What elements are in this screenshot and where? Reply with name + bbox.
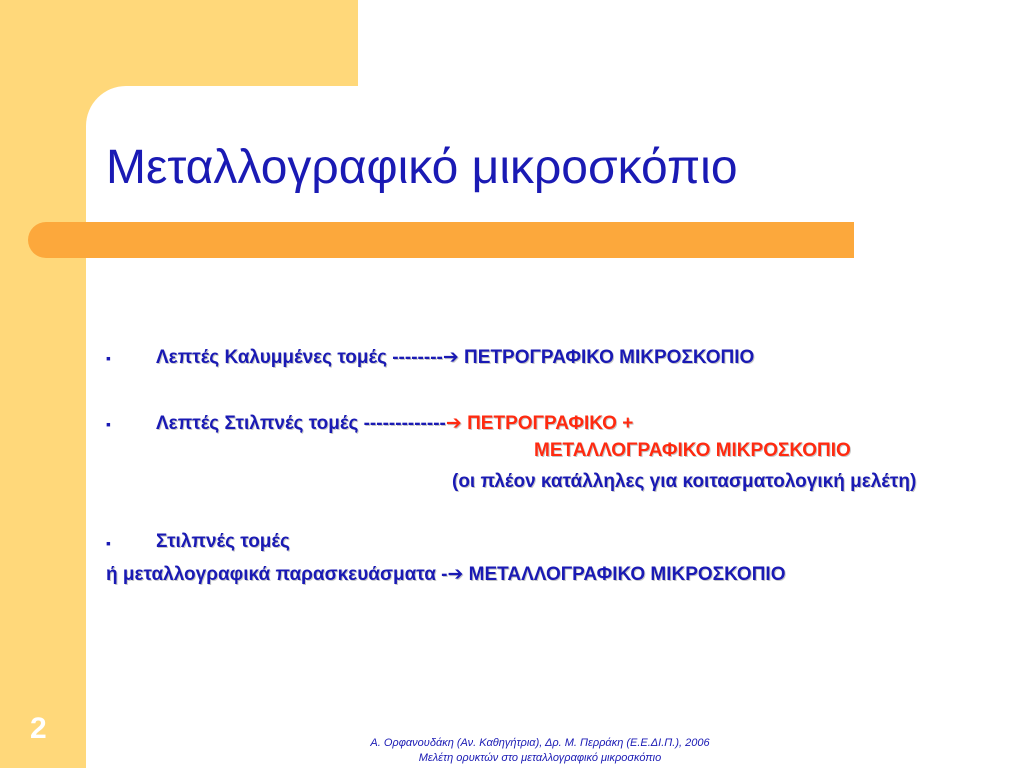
slide-number: 2 [30, 712, 47, 745]
bullet-marker-2: ▪ [106, 416, 111, 432]
footer-subtitle: Μελέτη ορυκτών στο μεταλλογραφικό μικροσκόπιο [418, 752, 662, 764]
arrow-icon: ➔ [442, 347, 459, 368]
bullet-1-label: Λεπτές Καλυμμένες τομές -------- [156, 347, 443, 368]
bullet-marker-1: ▪ [106, 350, 111, 366]
bullet-2-target-a: ΠΕΤΡΟΓΡΑΦΙΚΟ + [461, 413, 634, 434]
arrow-icon: ➔ [447, 564, 464, 585]
left-decorative-band [0, 0, 86, 768]
top-decorative-band [0, 0, 358, 86]
bullet-1-target: ΠΕΤΡΟΓΡΑΦΙΚΟ ΜΙΚΡΟΣΚΟΠΙΟ [458, 347, 755, 368]
slide-title: Μεταλλογραφικό μικροσκόπιο [106, 141, 738, 194]
bullet-3-label: Στιλπνές τομές [156, 531, 290, 552]
bullet-2-label: Λεπτές Στιλπνές τομές ------------- [156, 413, 446, 434]
bullet-marker-3: ▪ [106, 535, 111, 551]
bullet-item-1 [156, 346, 754, 369]
footer-credits: Α. Ορφανουδάκη (Αν. Καθηγήτρια), Δρ. Μ. Περράκη (Ε.Ε.ΔΙ.Π.), 2006 [370, 737, 710, 749]
title-accent-bar [28, 222, 854, 258]
bullet-3-continuation: ή μεταλλογραφικά παρασκευάσματα - [106, 564, 448, 585]
arrow-icon: ➔ [445, 413, 462, 434]
bullet-3-continuation-line [106, 563, 785, 586]
bullet-2-target-b: ΜΕΤΑΛΛΟΓΡΑΦΙΚΟ ΜΙΚΡΟΣΚΟΠΙΟ [534, 440, 851, 461]
bullet-2-note: (οι πλέον κατάλληλες για κοιτασματολογική μελέτη) [452, 471, 917, 492]
bullet-3-target: ΜΕΤΑΛΛΟΓΡΑΦΙΚΟ ΜΙΚΡΟΣΚΟΠΙΟ [463, 564, 786, 585]
bullet-item-2 [156, 412, 633, 435]
